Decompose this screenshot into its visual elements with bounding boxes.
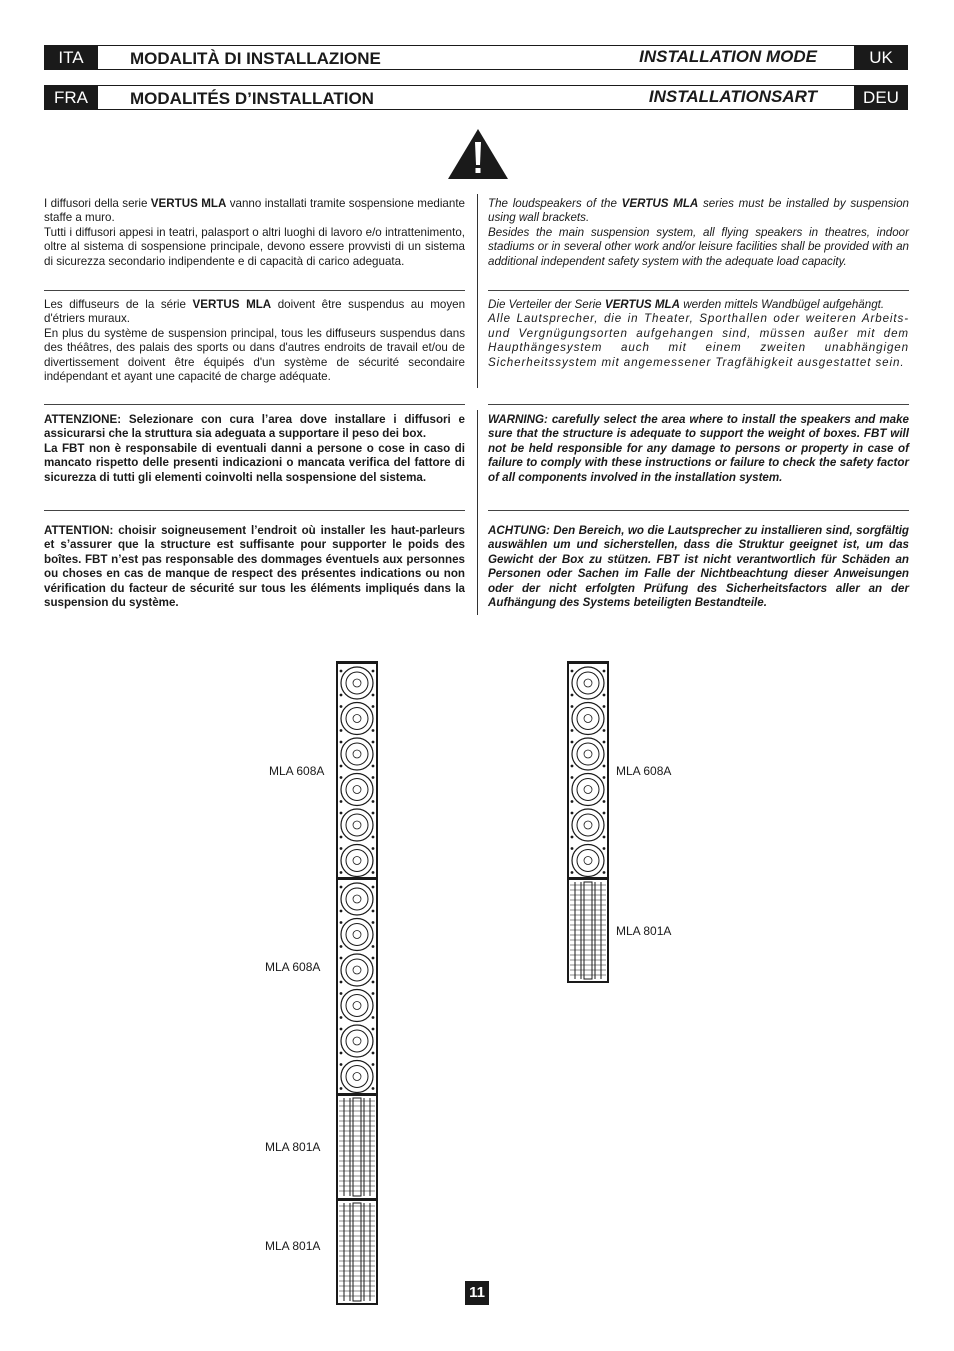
screw: [340, 871, 343, 874]
screw: [571, 836, 574, 839]
uk-warning: WARNING: carefully select the area where to install the speakers and make sure that the structure is adequate to support the weight of boxes. FBT will not be held responsible for any damage to persons or property in case of failure to comply with these instructions or failure to check the safety factor of all components involved in the installation system.: [488, 413, 909, 484]
fra-warning: ATTENTION: choisir soigneusement l’endroit où installer les haut-parleurs et s’assurer que la structure est suffisante pour supporter le poids des boîtes. FBT n’est pas responsable des dommages éventuels aux personnes ou choses en cas de manque de respect des présentes indications ou non vérification du facteur de sécurité sur tous les éléments impliqués dans la suspension du système.: [44, 524, 465, 610]
screw: [340, 836, 343, 839]
speaker-stack-left: [336, 661, 378, 1305]
warning-triangle-icon: [447, 128, 509, 180]
fra-intro: Les diffuseurs de la série VERTUS MLA doivent être suspendus au moyen d'étriers muraux. En plus du système de suspension principal, tous les diffuseurs suspendus dans des théâtres, des palais des sports ou dans d'autres endroits de travail et/ou de divertissement doivent être équipés d'un système de sécurité secondaire indépendant et ayant une capacité de charge adéquate.: [44, 298, 466, 384]
screw: [372, 1087, 375, 1090]
lang-tag-ita: ITA: [44, 45, 98, 70]
screw: [340, 957, 343, 960]
screw: [372, 981, 375, 984]
screw: [603, 871, 606, 874]
screw: [571, 847, 574, 850]
screw: [372, 729, 375, 732]
screw: [340, 847, 343, 850]
divider-line: [488, 290, 909, 291]
screw: [571, 741, 574, 744]
screw: [372, 836, 375, 839]
screw: [571, 812, 574, 815]
screw: [372, 765, 375, 768]
divider-line: [44, 404, 465, 405]
label-mla-608a: MLA 608A: [616, 764, 672, 778]
screw: [372, 812, 375, 815]
screw: [372, 871, 375, 874]
screw: [372, 945, 375, 948]
screw: [372, 705, 375, 708]
deu-intro: Die Verteiler der Serie VERTUS MLA werden mittels Wandbügel aufgehängt. Alle Lautsprecher, die in Theater, Sporthallen oder weiteren Arbeits-und Vergnügungsorten aufgehangen sind, müssen außer mit dem Haupthängesystem auch mit einem zweiten unabhängigen Sicherheitssystem mit angemessener Tragfähigkeit ausgestattet sein.: [488, 298, 909, 369]
screw: [571, 776, 574, 779]
screw: [603, 694, 606, 697]
cabinet-mla-801a: [337, 1200, 377, 1304]
screw: [340, 1063, 343, 1066]
divider-line: [488, 404, 909, 405]
screw: [571, 694, 574, 697]
column-divider: [477, 194, 478, 388]
screw: [340, 910, 343, 913]
screw: [340, 765, 343, 768]
screw: [603, 670, 606, 673]
lang-tag-uk: UK: [854, 45, 908, 70]
label-mla-801a: MLA 801A: [616, 924, 672, 938]
screw: [372, 694, 375, 697]
title-ita: MODALITÀ DI INSTALLAZIONE: [130, 49, 381, 68]
label-mla-801a: MLA 801A: [265, 1140, 321, 1154]
ita-intro: I diffusori della serie VERTUS MLA vanno installati tramite sospensione mediante staffe a muro. Tutti i diffusori appesi in teatri, palasport o altri luoghi di lavoro e/o intrattenimento, oltre al sistema di sospensione principale, devono essere provvisti di un sistema di sicurezza secondario indipendente e di capacità di carico adeguata.: [44, 197, 465, 268]
title-fra: MODALITÉS D’INSTALLATION: [130, 89, 374, 108]
screw: [372, 847, 375, 850]
lang-tag-fra: FRA: [44, 85, 98, 110]
screw: [372, 1063, 375, 1066]
divider-line: [44, 510, 465, 511]
cabinet-mla-608a: [568, 663, 608, 878]
uk-intro: The loudspeakers of the VERTUS MLA series must be installed by suspension using wall brackets. Besides the main suspension system, all flying speakers in theatres, indoor stadiums or in several other work and/or leisure facilities shall be provided with an additional independent safety system with the adequate load capacity.: [488, 197, 909, 268]
screw: [603, 705, 606, 708]
page-number: 11: [465, 1281, 489, 1305]
screw: [603, 729, 606, 732]
screw: [372, 992, 375, 995]
divider-line: [488, 510, 909, 511]
screw: [372, 921, 375, 924]
screw: [340, 945, 343, 948]
column-divider: [477, 410, 478, 615]
screw: [340, 1052, 343, 1055]
screw: [372, 670, 375, 673]
header-bar-fra-deu: [44, 85, 908, 110]
label-mla-608a: MLA 608A: [265, 960, 321, 974]
screw: [372, 1028, 375, 1031]
screw: [571, 871, 574, 874]
header-bar-ita-uk: [44, 45, 908, 70]
screw: [571, 670, 574, 673]
screw: [340, 1087, 343, 1090]
screw: [603, 800, 606, 803]
screw: [340, 741, 343, 744]
screw: [372, 776, 375, 779]
deu-warning: ACHTUNG: Den Bereich, wo die Lautsprecher zu installieren sind, sorgfältig auswählen um und sicherstellen, dass die Struktur geeignet ist, um das Gewicht der Box zu stützen. FBT ist nicht verantwortlich für Schäden an Personen oder Sachen im Falle der Nichtbeachtung dieser Anweisungen oder der nicht erfolgten Prüfung des Sicherheitsfactors aller an der Aufhängung des Systems beteiligten Bestandteile.: [488, 524, 909, 610]
screw: [340, 776, 343, 779]
screw: [372, 800, 375, 803]
screw: [340, 670, 343, 673]
screw: [603, 836, 606, 839]
screw: [571, 729, 574, 732]
screw: [340, 886, 343, 889]
screw: [603, 847, 606, 850]
screw: [340, 812, 343, 815]
screw: [603, 765, 606, 768]
cabinet-mla-608a: [337, 879, 377, 1094]
screw: [603, 812, 606, 815]
divider-line: [44, 290, 465, 291]
speaker-stack-right: [567, 661, 609, 983]
screw: [340, 694, 343, 697]
ita-warning: ATTENZIONE: Selezionare con cura l’area dove installare i diffusori e assicurarsi che la struttura sia adeguata a supportare il peso dei box. La FBT non è responsabile di eventuali danni a persone o cose in caso di mancato rispetto delle presenti indicazioni o mancata verifica del fattore di sicurezza di tutti gli elementi coinvolti nella sospensione del sistema.: [44, 413, 465, 484]
lang-tag-deu: DEU: [854, 85, 908, 110]
screw: [340, 800, 343, 803]
screw: [340, 981, 343, 984]
screw: [603, 741, 606, 744]
screw: [340, 921, 343, 924]
title-deu: INSTALLATIONSART: [648, 87, 817, 106]
screw: [372, 910, 375, 913]
cabinet-mla-608a: [337, 663, 377, 878]
screw: [571, 705, 574, 708]
screw: [372, 741, 375, 744]
screw: [340, 729, 343, 732]
label-mla-608a: MLA 608A: [269, 764, 325, 778]
screw: [372, 1052, 375, 1055]
screw: [372, 1016, 375, 1019]
screw: [372, 957, 375, 960]
screw: [603, 776, 606, 779]
screw: [340, 1016, 343, 1019]
title-uk: INSTALLATION MODE: [639, 47, 817, 66]
screw: [340, 992, 343, 995]
cabinet-mla-801a: [568, 879, 608, 982]
cabinet-mla-801a: [337, 1095, 377, 1199]
screw: [571, 800, 574, 803]
screw: [340, 705, 343, 708]
label-mla-801a: MLA 801A: [265, 1239, 321, 1253]
screw: [372, 886, 375, 889]
screw: [340, 1028, 343, 1031]
screw: [571, 765, 574, 768]
